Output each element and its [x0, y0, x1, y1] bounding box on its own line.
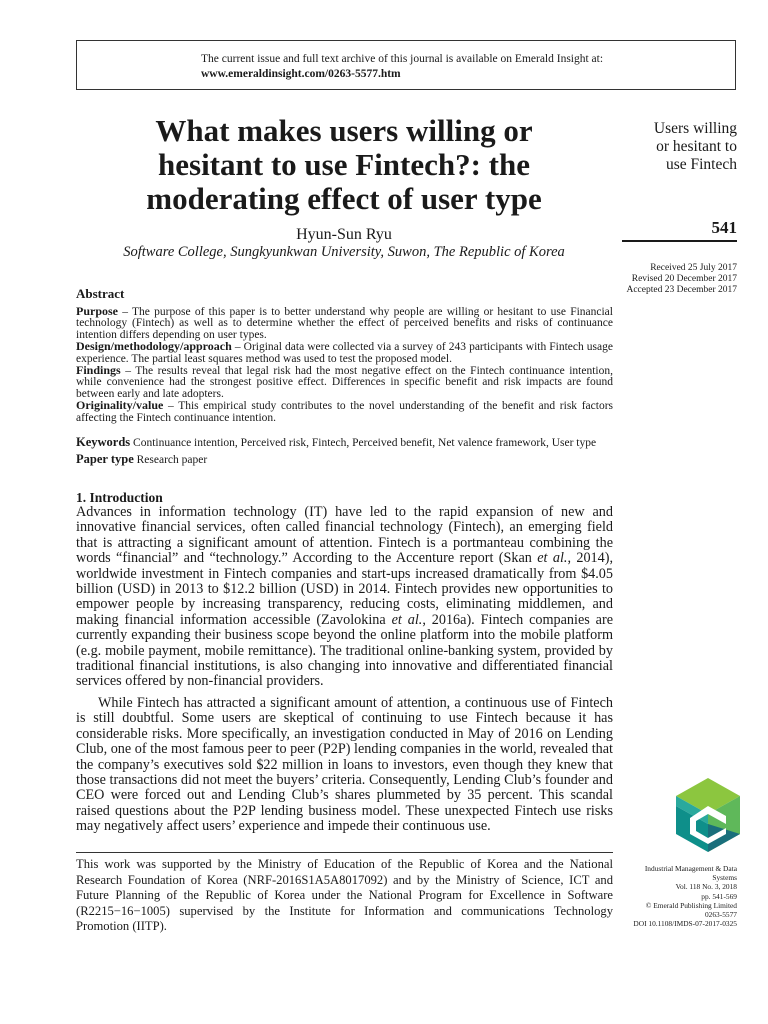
originality-label: Originality/value	[76, 398, 164, 413]
journal-doi: DOI 10.1108/IMDS-07-2017-0325	[633, 919, 737, 929]
article-title	[76, 114, 612, 216]
logo-icon	[676, 778, 740, 852]
intro-paragraph-1	[76, 505, 613, 690]
paragraph-text: , 2016a). Fintech companies are currently expanding their business scope beyond the online platform into the mobile platform (e.g. mobile payment, mobile remittance). The traditional online-banking system, provided by traditional financial institutions, is also changing into innovative and differentiated financial services offered by non-financial providers.	[76, 611, 613, 690]
emerald-publishing-logo	[676, 778, 740, 852]
keywords-text: Continuance intention, Perceived risk, Fintech, Perceived benefit, Net valence framework, User type	[130, 437, 597, 449]
running-title-line: use Fintech	[665, 156, 737, 173]
section-heading-introduction: 1. Introduction	[76, 490, 163, 505]
findings-label: Findings	[76, 363, 121, 378]
access-notice-text: The current issue and full text archive of this journal is available on Emerald Insight at:	[201, 53, 604, 65]
paper-type-label: Paper type	[76, 452, 134, 466]
accepted-date: Accepted 23 December 2017	[626, 285, 737, 295]
purpose-text: – The purpose of this paper is to better understand why people are willing or hesitant to use Financial technology (Fintech) as well as to determine whether the effect of perceived benefits and risks of continuance intention differs depending on user types.	[76, 306, 613, 341]
originality-text: – This empirical study contributes to the novel understanding of the benefit and risk factors affecting the Fintech continuance intention.	[76, 400, 613, 424]
journal-volume: Vol. 118 No. 3, 2018	[675, 882, 737, 892]
intro-paragraph-2	[76, 696, 613, 835]
citation-et-al: et al.	[537, 550, 568, 567]
page-number: 541	[711, 218, 737, 237]
author-name: Hyun-Sun Ryu	[296, 226, 392, 243]
received-date: Received 25 July 2017	[650, 263, 737, 273]
paragraph-text: While Fintech has attracted a significant amount of attention, a continuous use of Fintech is still doubtful. Some users are skeptical of continuing to use Fintech because it has considerable risks. More specifically, an investigation conducted in May of 2016 on Lending Club, one of the most famous peer to peer (P2P) lending companies in the world, revealed that the company’s executives sold $22 million in loans to investors, even though they knew that those transactions did not meet the buyers’ criteria. Consequently, Lending Club’s founder and CEO were forced out and Lending Club’s shares plummeted by 35 percent. This scandal raised questions about the P2P lending business model. These unexpected Fintech use risks may negatively affect users’ experience and impede their continuous use.	[76, 695, 613, 835]
paragraph-text: Advances in information technology (IT) have led to the rapid expansion of new and innovative financial services, often called financial technology (Fintech), an emerging field that is attracting a significant amount of attention. Fintech is a portmanteau combining the words “financial” and “technology.” According to the Accenture report (Skan	[76, 504, 613, 567]
running-title	[622, 120, 737, 174]
sidebar-rule	[622, 240, 737, 242]
revised-date: Revised 20 December 2017	[631, 274, 737, 284]
keywords-label: Keywords	[76, 435, 131, 449]
journal-access-notice-box	[76, 40, 736, 90]
author-affiliation: Software College, Sungkyunkwan University, Suwon, The Republic of Korea	[123, 244, 565, 260]
findings-text: – The results reveal that legal risk had the most negative effect on the Fintech continuance intention, while convenience had the strongest positive effect. Differences in specific benefit and risk impacts are found between early and late adopters.	[76, 365, 613, 400]
journal-issn: 0263-5577	[704, 910, 737, 920]
title-line: moderating effect of user type	[146, 181, 542, 216]
journal-name-line: Industrial Management & Data	[644, 864, 737, 873]
journal-pages: pp. 541-569	[701, 891, 737, 901]
running-title-line: Users willing	[653, 120, 737, 137]
paper-type-text: Research paper	[133, 454, 208, 466]
design-text: – Original data were collected via a survey of 243 participants with Fintech usage experience. The partial least squares method was used to test the proposed model.	[76, 341, 613, 365]
citation-et-al: et al.	[391, 611, 423, 628]
funding-footnote: This work was supported by the Ministry of Education of the Republic of Korea and the National Research Foundation of Korea (NRF-2016S1A5A8017092) and by the Ministry of Science, ICT and Future Planning of the Republic of Korea under the National Program for Excellence in Software (R2215−16−1005) supervised by the Institute for Information and communications Technology Promotion (IITP).	[76, 857, 613, 934]
purpose-label: Purpose	[76, 304, 118, 318]
journal-name-line: Systems	[712, 873, 737, 883]
footnote-rule	[76, 852, 613, 853]
title-line: hesitant to use Fintech?: the	[158, 147, 530, 182]
abstract-body	[76, 306, 613, 424]
article-dates	[600, 263, 737, 296]
design-label: Design/methodology/approach	[76, 339, 232, 354]
paragraph-text: , 2014), worldwide investment in Fintech companies and start-ups increased dramatically from $4.05 billion (USD) in 2013 to $12.2 billion (USD) in 2014. Fintech provides new opportunities to empower people by increasing transparency, reducing costs, eliminating middlemen, and making financial information accessible (Zavolokina	[76, 550, 613, 628]
journal-citation	[620, 864, 737, 928]
abstract-originality	[76, 400, 613, 424]
abstract-purpose	[76, 306, 613, 341]
abstract-design	[76, 341, 613, 365]
journal-url[interactable]: www.emeraldinsight.com/0263-5577.htm	[201, 68, 401, 80]
keywords	[76, 435, 613, 450]
abstract-findings	[76, 365, 613, 400]
title-line: What makes users willing or	[155, 113, 533, 148]
abstract-heading: Abstract	[76, 286, 125, 301]
journal-publisher: © Emerald Publishing Limited	[645, 900, 737, 910]
running-title-line: or hesitant to	[656, 138, 737, 155]
paper-type	[76, 452, 613, 467]
